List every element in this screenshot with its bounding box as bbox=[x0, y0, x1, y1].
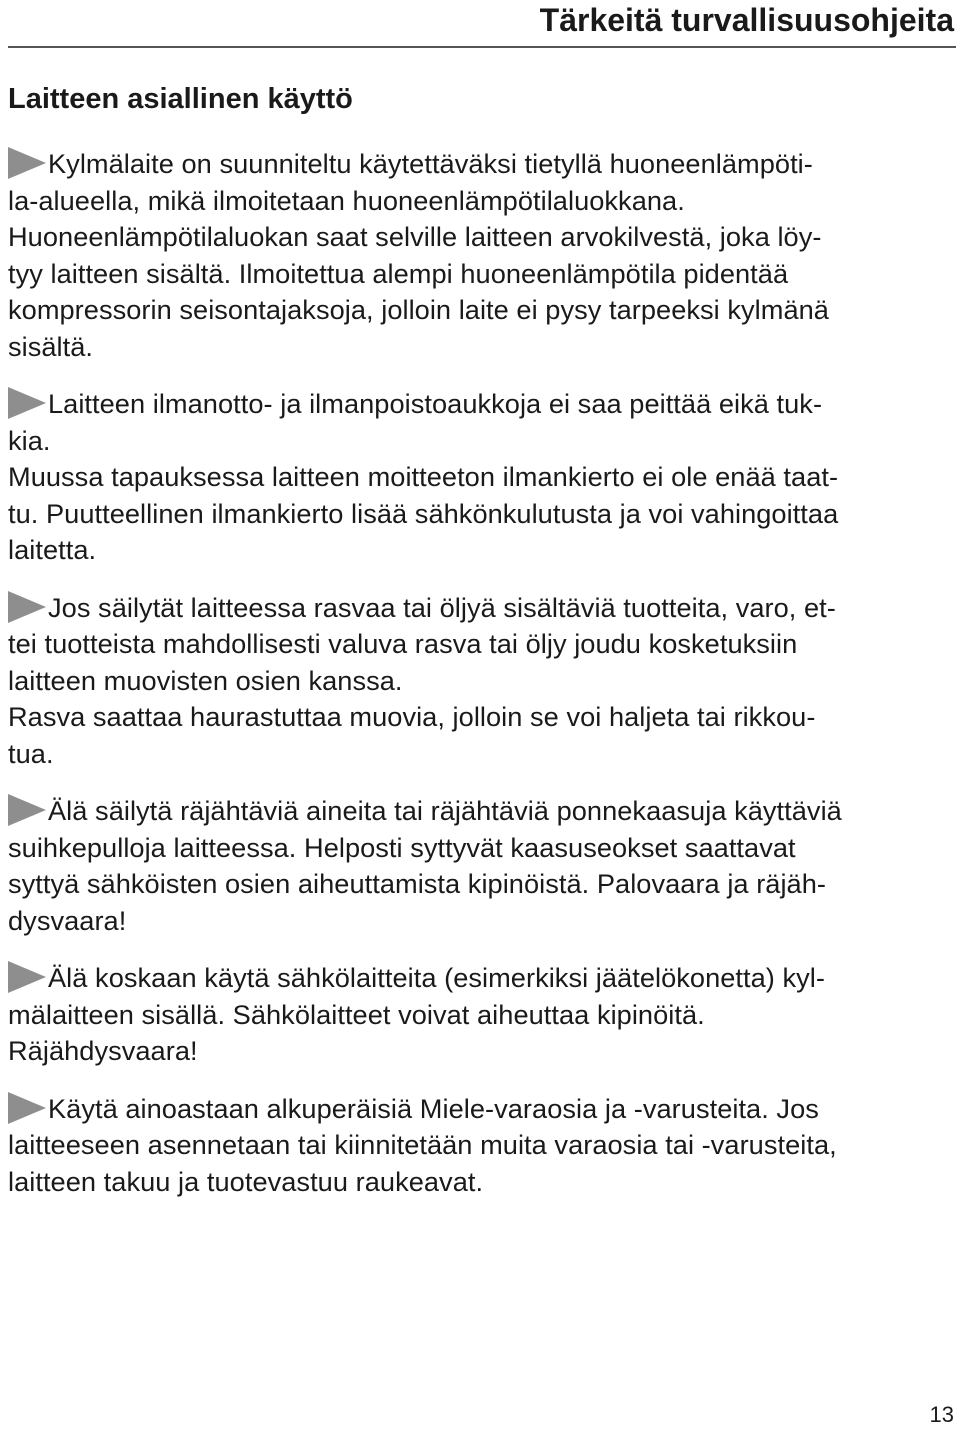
paragraph-line: Muussa tapauksessa laitteen moitteeton ilmankierto ei ole enää taat- bbox=[8, 461, 839, 492]
paragraph-line: mälaitteen sisällä. Sähkölaitteet voivat aiheuttaa kipinöitä. bbox=[8, 998, 705, 1030]
paragraph-line: Räjähdysvaara! bbox=[8, 1035, 198, 1066]
instruction-paragraph-6 bbox=[8, 1091, 953, 1201]
triangle-right-icon bbox=[8, 387, 46, 419]
triangle-right-icon bbox=[8, 147, 46, 179]
paragraph-line: suihkepulloja laitteessa. Helposti syttyvät kaasuseokset saattavat bbox=[8, 831, 796, 863]
paragraph-line: la-alueella, mikä ilmoitetaan huoneenlämpötilaluokkana. bbox=[8, 184, 685, 216]
paragraph-line: Käytä ainoastaan alkuperäisiä Miele-varaosia ja -varusteita. Jos bbox=[8, 1091, 953, 1128]
paragraph-line: dysvaara! bbox=[8, 904, 127, 936]
header-divider bbox=[8, 46, 956, 48]
instructions-body bbox=[8, 146, 953, 1221]
paragraph-line: Rasva saattaa haurastuttaa muovia, jolloin se voi haljeta tai rikkou- bbox=[8, 701, 816, 732]
instruction-paragraph-2 bbox=[8, 386, 953, 569]
paragraph-line: laitetta. bbox=[8, 534, 97, 565]
section-title: Laitteen asiallinen käyttö bbox=[8, 83, 353, 115]
paragraph-line: Älä koskaan käytä sähkölaitteita (esimerkiksi jäätelökonetta) kyl- bbox=[8, 960, 953, 997]
paragraph-line: Kylmälaite on suunniteltu käytettäväksi tietyllä huoneenlämpöti- bbox=[8, 146, 953, 183]
paragraph-line: laitteen muovisten osien kanssa. bbox=[8, 664, 403, 696]
triangle-right-icon bbox=[8, 961, 46, 993]
page-number: 13 bbox=[929, 1402, 954, 1427]
paragraph-line: sisältä. bbox=[8, 330, 94, 362]
paragraph-line: kia. bbox=[8, 424, 51, 456]
paragraph-line: tua. bbox=[8, 737, 54, 769]
paragraph-line: Älä säilytä räjähtäviä aineita tai räjähtäviä ponnekaasuja käyttäviä bbox=[8, 793, 953, 830]
paragraph-line: tei tuotteista mahdollisesti valuva rasva tai öljy joudu kosketuksiin bbox=[8, 628, 798, 659]
paragraph-line: Huoneenlämpötilaluokan saat selville laitteen arvokilvestä, joka löy- bbox=[8, 221, 822, 252]
triangle-right-icon bbox=[8, 591, 46, 623]
paragraph-line: laitteen takuu ja tuotevastuu raukeavat. bbox=[8, 1165, 484, 1197]
paragraph-line: tyy laitteen sisältä. Ilmoitettua alempi huoneenlämpötila pidentää bbox=[8, 257, 789, 289]
instruction-paragraph-5 bbox=[8, 960, 953, 1070]
instruction-paragraph-4 bbox=[8, 793, 953, 939]
instruction-paragraph-3 bbox=[8, 590, 953, 773]
paragraph-line: kompressorin seisontajaksoja, jolloin laite ei pysy tarpeeksi kylmänä bbox=[8, 294, 829, 325]
paragraph-line: laitteeseen asennetaan tai kiinnitetään muita varaosia tai -varusteita, bbox=[8, 1129, 837, 1160]
paragraph-line: tu. Puutteellinen ilmankierto lisää sähkönkulutusta ja voi vahingoittaa bbox=[8, 497, 839, 529]
paragraph-line: syttyä sähköisten osien aiheuttamista kipinöistä. Palovaara ja räjäh- bbox=[8, 868, 826, 899]
page-header-title: Tärkeitä turvallisuusohjeita bbox=[539, 2, 954, 38]
paragraph-line: Jos säilytät laitteessa rasvaa tai öljyä sisältäviä tuotteita, varo, et- bbox=[8, 590, 953, 627]
triangle-right-icon bbox=[8, 1092, 46, 1124]
paragraph-line: Laitteen ilmanotto- ja ilmanpoistoaukkoja ei saa peittää eikä tuk- bbox=[8, 386, 953, 423]
triangle-right-icon bbox=[8, 794, 46, 826]
instruction-paragraph-1 bbox=[8, 146, 953, 365]
